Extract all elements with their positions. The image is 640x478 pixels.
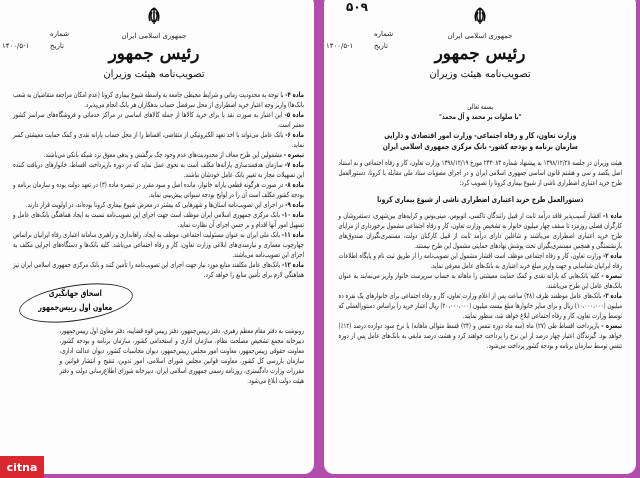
article-label: ماده ۶- — [285, 130, 304, 139]
citna-logo: citna — [0, 456, 44, 478]
iran-emblem-icon — [144, 6, 164, 26]
article-paragraph — [13, 150, 304, 160]
article-text: اقشار آسیب‌پذیر فاقد درآمد ثابت از قبیل رانندگان تاکسی، اتوبوس، مینی‌بوس و کرایه‌های بین‌شهری، دستفروشان و کارگران فصلی روزمزد تا سقف چهار میلیون خانوار به تشخیص وزارت تعاون، کار و رفاه اجتماعی مشمول برخورداری از مزایای طرح خرید اعتباری اضطراری می‌باشند و شاغلین دارای درآمد ثابت از قبیل کارکنان دولت، مستمری‌بگیران صندوق‌های بازنشستگی و همچنین مستمری‌بگیران تحت پوشش نهادهای حمایتی مشمول این طرح نیستند. — [338, 211, 622, 250]
article-paragraph — [13, 260, 304, 280]
invocation: بسمه تعالی — [467, 102, 494, 111]
article-label: ماده ۸- — [285, 180, 304, 189]
cc-list: رونوشت به دفتر مقام معظم رهبری، دفتر رییس‌جمهور، دفتر رییس قوه قضاییه، دفتر معاون اول رییس‌جمهور، دبیرخانه مجمع تشخیص مصلحت نظام، سازمان اداری و استخدامی کشور، سازمان برنامه و بودجه کشور، معاونت حقوقی رییس‌جمهور، معاونت امور مجلس رییس‌جمهور، دیوان محاسبات کشور، دیوان عدالت اداری، سازمان بازرسی کل کشور، معاونت قوانین مجلس شورای اسلامی، امور تدوین، تنقیح و انتشار قوانین و مقررات وزارت دادگستری، روزنامه رسمی جمهوری اسلامی ایران، دبیرخانه شورای اطلاع‌رسانی دولت و دفتر هیئت دولت ابلاغ می‌شود. — [59, 326, 304, 385]
article-label: ماده ۳- — [603, 291, 622, 300]
article-paragraph — [13, 130, 304, 150]
document-number: ۵۰۹ — [346, 0, 368, 14]
article-paragraph — [339, 321, 623, 351]
article-text: کلیه بانک‌هایی که یارانه نقدی و کمک حمایت معیشتی را ماهانه به حساب سرپرست خانوار واریز می‌نمایند به عنوان بانک‌های عامل این طرح می‌باشند. — [338, 271, 622, 290]
document-title: دستورالعمل طرح خرید اعتباری اضطراری ناشی از شیوع بیماری کرونا — [377, 195, 584, 204]
meta-labels — [50, 28, 69, 52]
salutation: "با صلوات بر محمد و آل محمد" — [439, 112, 522, 121]
article-text: سازمان هدفمندسازی یارانه‌ها مکلف است به نحوی عمل نماید که در دوره بازپرداخت اقساط، خانوارهای دریافت کننده این تسهیلات مجاز به تغییر بانک عامل خودشان نباشند. — [13, 160, 304, 179]
signatory-role: معاون اول رییس‌جمهور — [38, 303, 113, 313]
article-label: ماده ۱۲- — [281, 260, 304, 269]
article-label: تبصره - — [601, 321, 622, 330]
article-text: در صورت هرگونه قطعی یارانه خانوار، مانده اصل و سود مقرر در تبصره ماده (۳) در تعهد دولت بوده و سازمان برنامه و بودجه کشور مکلف است آن را در لوایح بودجه سنواتی پیش‌بینی نماید. — [13, 180, 304, 199]
article-label: تبصره - — [283, 150, 304, 159]
approval-subtitle: تصویب‌نامه هیئت وزیران — [103, 69, 205, 80]
date-value: ۱۴۰۰/۵-۱ — [2, 42, 30, 50]
article-text: بانک‌های عامل مکلفند منابع مورد نیاز جهت اجرای این تصویب‌نامه را تأمین کنند و بانک مرکزی جمهوری اسلامی ایران نیز هماهنگی لازم برای تأمین منابع را خواهد کرد. — [13, 260, 304, 279]
document-meta — [326, 28, 353, 52]
left-body — [13, 90, 304, 386]
article-paragraph — [339, 271, 623, 291]
article-text: این اعتبار به صورت نقد یا برای خرید کالاها از جمله کالاهای اساسی در مراکز خدماتی و فروشگاه‌های سراسر کشور معتبر است. — [13, 110, 304, 129]
articles — [13, 90, 304, 280]
article-label: تبصره - — [601, 271, 622, 280]
date-label: تاریخ — [50, 42, 64, 50]
article-label: ماده ۱۱- — [281, 230, 304, 239]
recipient-line: وزارت تعاون، کار و رفاه اجتماعی- وزارت امور اقتصادی و دارایی — [384, 131, 577, 140]
article-text: بانک ملی ایران به عنوان مسئولیت اجتماعی، موظف به ایجاد، راهاندازی و راهبری سامانه اعتباری رفاه ایرانیان براساس چهارچوب معماری و نیازمندی‌های ابلاغی وزارت تعاون، کار و رفاه اجتماعی می‌باشد. کلیه بانک‌ها و دستگاه‌های اجرایی مکلف به اجرای این تصویب‌نامه می‌باشند. — [13, 230, 304, 259]
article-label: ماده ۱- — [602, 211, 622, 220]
recipient-line: سازمان برنامه و بودجه کشور- بانک مرکزی جمهوری اسلامی ایران — [382, 142, 578, 151]
number-label: شماره — [374, 30, 394, 38]
article-paragraph — [13, 160, 304, 180]
signature-block — [13, 283, 304, 323]
article-text: با توجه به محدودیت زمانی و شرایط محیطی جامعه به واسطه شیوع بیماری کرونا (عدم امکان مراجعه متقاضیان به شعب بانک‌ها) واریز وجه اعتبار خرید اضطراری از محل سرفصل حساب بدهکاران هر بانک انجام می‌پذیرد. — [13, 90, 304, 109]
article-text: در اجرای این تصویب‌نامه استان‌ها و شهرهایی که بیشتر در معرض شیوع بیماری کرونا بوده‌اند، در اولویت قرار دارند. — [25, 200, 284, 209]
article-text: وزارت تعاون، کار و رفاه اجتماعی موظف است اقشار مشمول این تصویب‌نامه را از طریق ثبت نام و پایگاه اطلاعات رفاه ایرانیان شناسایی و جهت واریز مبلغ خرید اعتباری به بانک‌های عامل معرفی نماید. — [338, 251, 622, 270]
article-text: مشمولین این طرح معاف از محدودیت‌های عدم وجود چک برگشتی و بدهی معوق نزد شبکه بانکی می‌باشند. — [43, 150, 283, 159]
article-paragraph — [339, 211, 623, 251]
article-label: ماده ۹- — [285, 200, 304, 209]
approval-subtitle: تصویب‌نامه هیئت وزیران — [429, 69, 531, 80]
right-body — [339, 102, 623, 351]
signatory-name: اسحاق جهانگیری — [48, 289, 102, 299]
article-paragraph — [13, 180, 304, 200]
country-label: جمهوری اسلامی ایران — [121, 32, 187, 40]
document-meta — [2, 28, 29, 52]
president-title: رئیس جمهور — [434, 44, 526, 64]
document-page-1 — [324, 0, 636, 474]
intro-paragraph: هیئت وزیران در جلسه ۱۳۹۸/۱۲/۲۸ به پیشنهاد شماره ۲۴۳۰۸۳ مورخ ۱۳۹۸/۱۲/۱۹ وزارت تعاون، کار و رفاه اجتماعی و به استناد اصل یکصد و سی و هشتم قانون اساسی جمهوری اسلامی ایران و در اجرای مصوبات ستاد ملی مقابله با کرونا، دستورالعمل طرح خرید اعتباری اضطراری ناشی از شیوع بیماری کرونا را تصویب کرد: — [338, 158, 622, 187]
article-text: بانک عامل می‌تواند با اخذ تعهد الکترونیکی از متقاضی، اقساط را از محل حساب یارانه نقدی و کمک حمایت معیشتی کسر نماید. — [13, 130, 304, 149]
meta-labels — [374, 28, 393, 52]
country-label: جمهوری اسلامی ایران — [447, 32, 513, 40]
article-paragraph — [339, 251, 623, 271]
president-title: رئیس جمهور — [108, 44, 200, 64]
article-paragraph — [13, 90, 304, 110]
article-paragraph — [13, 210, 304, 230]
date-label: تاریخ — [374, 42, 388, 50]
document-page-2 — [0, 0, 314, 474]
article-text: بازپرداخت اقساط طی (۲۷) ماه (سه ماه دوره تنفس و (۲۴) قسط متوالی ماهانه) با نرخ سود دوازده درصد (۱۲٪) خواهد بود. گیرندگان اعتبار چهار درصد از این نرخ را پرداخت خواهند کرد و هشت درصد مابقی به بانک‌های عامل پس از دوره تنفس توسط سازمان برنامه و بودجه کشور پرداخت می‌شود. — [338, 321, 622, 350]
article-paragraph — [13, 230, 304, 260]
article-label: ماده ۷- — [284, 160, 304, 169]
article-paragraph — [339, 291, 623, 321]
articles — [339, 211, 623, 351]
article-label: ماده ۵- — [284, 110, 304, 119]
article-label: ماده ۲- — [603, 251, 622, 260]
iran-emblem-icon — [470, 6, 490, 26]
article-paragraph — [13, 200, 304, 210]
date-value: ۱۴۰۰/۵-۱ — [326, 42, 354, 50]
article-label: ماده ۴- — [285, 90, 304, 99]
article-label: ماده ۱۰- — [281, 210, 304, 219]
article-paragraph — [13, 110, 304, 130]
article-text: بانک مرکزی جمهوری اسلامی ایران موظف است جهت اجرای این تصویب‌نامه نسبت به ایجاد هماهنگی بانک‌های عامل و تسهیل امور آنها اقدام و بر حسن اجرای آن نظارت نماید. — [13, 210, 304, 229]
number-label: شماره — [50, 30, 70, 38]
article-text: بانک‌های عامل موظفند ظرف (۴۸) ساعت پس از اعلام وزارت تعاون، کار و رفاه اجتماعی برای خانوارهای یک نفره ده میلیون (۱۰،۰۰۰،۰۰۰) ریال و برای سایر خانوارها مبلغ بیست میلیون (۲۰،۰۰۰،۰۰۰) ریال اعتبار خرید را براساس دستورالعملی که توسط وزارت تعاون، کار و رفاه اجتماعی ابلاغ خواهد شد، منظور نمایند. — [338, 291, 622, 320]
